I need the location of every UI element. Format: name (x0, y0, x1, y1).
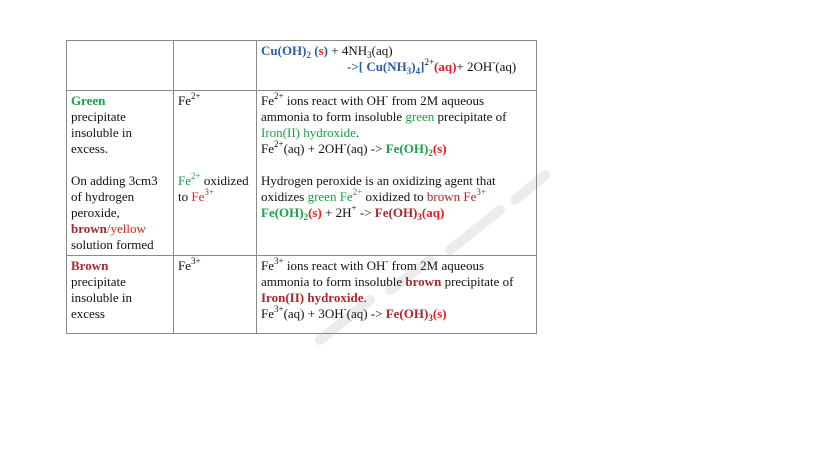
observation-text: excess (71, 306, 105, 321)
formula-text: + 4NH (328, 43, 368, 58)
superscript: - (385, 91, 389, 101)
observation-text: On adding 3cm3 (71, 173, 158, 188)
formula-text: Cu(OH) (261, 43, 307, 58)
subscript: 2 (303, 212, 309, 222)
subscript: 2 (306, 50, 311, 60)
formula-text: ) (323, 43, 328, 58)
subscript: 4 (415, 66, 421, 76)
formula-text: ) (411, 59, 416, 74)
cell-copper-equation (257, 41, 537, 91)
text: -> (356, 205, 375, 220)
brown-word: brown Fe (426, 189, 477, 204)
cell-explanation (257, 256, 537, 334)
brown-word: brown (405, 274, 442, 289)
observation-text: precipitate (71, 109, 126, 124)
superscript: - (385, 256, 389, 266)
text: Fe (261, 141, 274, 156)
formula-text: (aq) (495, 59, 517, 74)
superscript: - (343, 139, 347, 149)
superscript: 2+ (274, 91, 284, 101)
text: precipitate of (434, 109, 507, 124)
text: ions react with OH (283, 93, 386, 108)
subscript: 3 (406, 66, 412, 76)
text: + 2H (321, 205, 352, 220)
superscript: + (351, 203, 357, 213)
text: (aq) + 3OH (283, 306, 344, 321)
text: precipitate of (441, 274, 514, 289)
formula-text: ( (311, 43, 319, 58)
text: ions react with OH (283, 258, 386, 273)
observation-text: excess. (71, 141, 109, 156)
ion-symbol: Fe (191, 189, 205, 204)
state-symbol: s (318, 43, 324, 58)
observation-text: insoluble in (71, 290, 133, 305)
observation-text: insoluble in (71, 125, 133, 140)
superscript: - (343, 304, 347, 314)
superscript: 3+ (274, 304, 284, 314)
state-symbol: (s) (432, 306, 447, 321)
text: Hydrogen peroxide is an oxidizing agent that (261, 173, 496, 188)
brown-label: brown (71, 221, 107, 236)
subscript: 3 (367, 50, 372, 60)
text: . (355, 125, 360, 140)
text: . (363, 290, 367, 305)
text: ammonia to form insoluble (261, 274, 406, 289)
state-symbol: (s) (432, 141, 447, 156)
formula-text: Fe(OH) (385, 306, 429, 321)
cell-empty (67, 41, 174, 91)
formula-text: (aq) (371, 43, 393, 58)
formula-text: ->[ Cu(NH (347, 59, 407, 74)
superscript: 2+ (352, 187, 363, 197)
ion-note: to (178, 189, 192, 204)
formula-text: ] (420, 59, 425, 74)
text: oxidizes (261, 189, 308, 204)
ion-note: oxidized (200, 173, 249, 188)
text: (aq) -> (346, 306, 386, 321)
subscript: 3 (417, 212, 422, 222)
table-row (67, 256, 537, 334)
observation-text: of hydrogen (71, 189, 135, 204)
superscript: 3+ (476, 187, 486, 197)
superscript: 3+ (191, 256, 201, 266)
formula-text: Fe(OH) (385, 141, 429, 156)
ion-symbol: Fe (178, 173, 191, 188)
equation-line (261, 59, 533, 75)
superscript: 2+ (191, 171, 201, 181)
superscript: 3+ (204, 187, 214, 197)
text: from 2M aqueous (388, 258, 485, 273)
cell-ion (174, 91, 257, 256)
green-label: Green (71, 93, 106, 108)
text: Fe (261, 93, 274, 108)
cell-observation (67, 256, 174, 334)
text: Fe (261, 306, 274, 321)
state-symbol: (aq) (421, 205, 445, 220)
formula-text: Fe(OH) (374, 205, 418, 220)
text: (aq) + 2OH (283, 141, 344, 156)
ion-symbol: Fe (178, 258, 191, 273)
yellow-label: /yellow (106, 221, 146, 236)
cell-ion (174, 256, 257, 334)
observation-text: peroxide, (71, 205, 120, 220)
table-row (67, 91, 537, 256)
superscript: 3+ (274, 256, 284, 266)
text: (aq) -> (346, 141, 386, 156)
text: oxidized to (362, 189, 427, 204)
cell-observation (67, 91, 174, 256)
observation-text: precipitate (71, 274, 126, 289)
subscript: 3 (428, 313, 433, 323)
cell-empty (174, 41, 257, 91)
formula-text: + 2OH (456, 59, 493, 74)
brown-label: Brown (71, 258, 109, 273)
subscript: 2 (428, 148, 433, 158)
superscript: 2+ (274, 139, 284, 149)
state-symbol: (aq) (434, 59, 457, 74)
text: ammonia to form insoluble (261, 109, 406, 124)
ion-symbol: Fe (178, 93, 191, 108)
chemistry-table (66, 40, 537, 334)
superscript: - (492, 57, 496, 67)
compound-name: Iron(II) hydroxide (261, 125, 356, 140)
text: Fe (261, 258, 274, 273)
table-row (67, 41, 537, 91)
superscript: 2+ (424, 57, 435, 67)
formula-text: Fe(OH) (261, 205, 304, 220)
compound-name: Iron(II) hydroxide (261, 290, 364, 305)
superscript: 2+ (191, 91, 201, 101)
green-word: green (405, 109, 435, 124)
state-symbol: (s) (308, 205, 322, 220)
cell-explanation (257, 91, 537, 256)
green-word: green Fe (307, 189, 353, 204)
observation-text: solution formed (71, 237, 154, 252)
text: from 2M aqueous (388, 93, 485, 108)
